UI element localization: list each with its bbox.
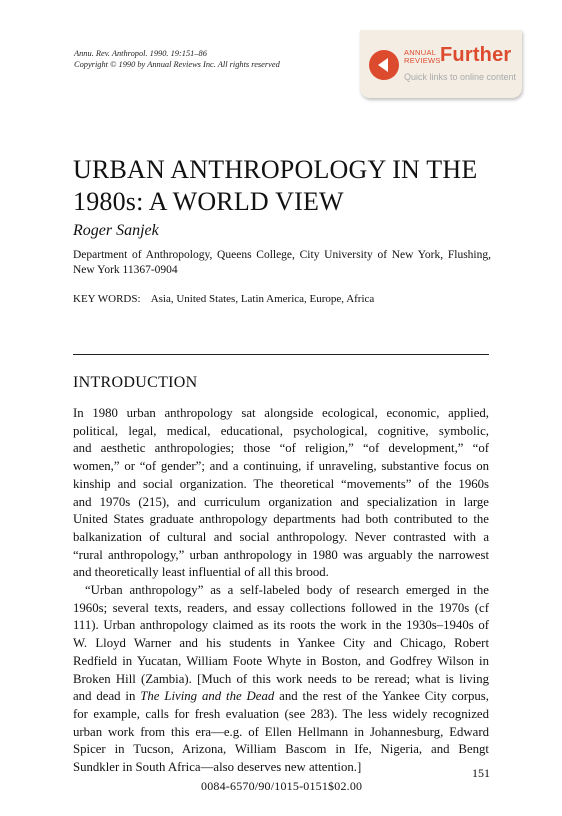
body-line: and aesthetic anthropologies; those “of religion,” “of development,” “of: [73, 441, 489, 456]
body-line: 1960s; several texts, readers, and essay collections followed in the 1970s (cf: [73, 600, 489, 615]
keywords-label: KEY WORDS:: [73, 293, 141, 305]
annual-word: ANNUAL: [404, 48, 437, 57]
body-line: for example, calls for fresh evaluation (see 283). The less widely recognized: [73, 706, 489, 721]
quick-links-text: Quick links to online content: [404, 72, 517, 82]
body-line: balkanization of cultural and social anthropology. Never contrasted with a: [73, 529, 489, 544]
page-number: 151: [472, 766, 490, 780]
body-line: political, legal, medical, educational, psychological, cognitive, symbolic,: [73, 423, 489, 438]
annual-reviews-logo: [404, 49, 441, 65]
copyright: Copyright © 1990 by Annual Reviews Inc. All rights reserved: [74, 60, 280, 69]
body-text: [73, 405, 489, 777]
journal-header: [74, 48, 280, 70]
body-line: Spicer in Tucson, Arizona, William Bascom in Ife, Nigeria, and Bengt: [73, 742, 489, 757]
reviews-word: REVIEWS: [404, 56, 441, 65]
body-line: In 1980 urban anthropology sat alongside ecological, economic, applied,: [73, 406, 489, 420]
body-line: “rural anthropology,” urban anthropology in 1980 was arguably the narrowest: [73, 547, 489, 562]
body-line: Redfield in Yucatan, William Foote Whyte in Boston, and Godfrey Wilson in: [73, 653, 489, 668]
body-line: urban work from this era—e.g. of Ellen Hellmann in Johannesburg, Edward: [73, 724, 489, 739]
body-line: and theoretically least influential of all this brood.: [73, 565, 329, 580]
author-name: Roger Sanjek: [73, 222, 159, 239]
keywords-list: Asia, United States, Latin America, Europe, Africa: [150, 293, 375, 305]
article-title: [73, 154, 513, 218]
title-line: 1980s: A WORLD VIEW: [73, 187, 344, 216]
arrow-left-icon: [369, 50, 399, 80]
author-affiliation: Department of Anthropology, Queens College, City University of New York, Flushing, New York 11367-0904: [73, 249, 491, 276]
body-line: and 1970s (215), and curriculum organization and specialization in large: [73, 494, 489, 509]
further-label: Further: [440, 44, 512, 66]
title-line: URBAN ANTHROPOLOGY IN THE: [73, 155, 478, 184]
divider: [73, 354, 489, 355]
body-line: Sundkler in South Africa—also deserves new attention.]: [73, 760, 362, 775]
body-line: United States graduate anthropology departments had both contributed to the: [73, 512, 489, 527]
footer-code: 0084-6570/90/1015-0151$02.00: [201, 779, 363, 793]
body-line: kinship and social organization. The theoretical “movements” of the 1960s: [73, 476, 489, 491]
citation: Annu. Rev. Anthropol. 1990. 19:151–86: [74, 49, 207, 58]
body-line: W. Lloyd Warner and his students in Yankee City and Chicago, Robert: [73, 636, 489, 651]
body-line: Broken Hill (Zambia). [Much of this work needs to be reread; what is living: [73, 671, 489, 686]
body-line: women,” or “of gender”; and a continuing, if unraveling, substantive focus on: [73, 459, 489, 474]
keywords: [73, 292, 374, 307]
section-heading: INTRODUCTION: [73, 374, 198, 391]
italic-title: The Living and the Dead: [140, 689, 275, 704]
body-line: and dead in The Living and the Dead and the rest of the Yankee City corpus,: [73, 689, 489, 704]
body-line: 111). Urban anthropology claimed as its roots the work in the 1930s–1940s of: [73, 618, 489, 633]
further-links-badge[interactable]: [360, 30, 522, 98]
body-line: “Urban anthropology” as a self-labeled body of research emerged in the: [85, 583, 489, 598]
